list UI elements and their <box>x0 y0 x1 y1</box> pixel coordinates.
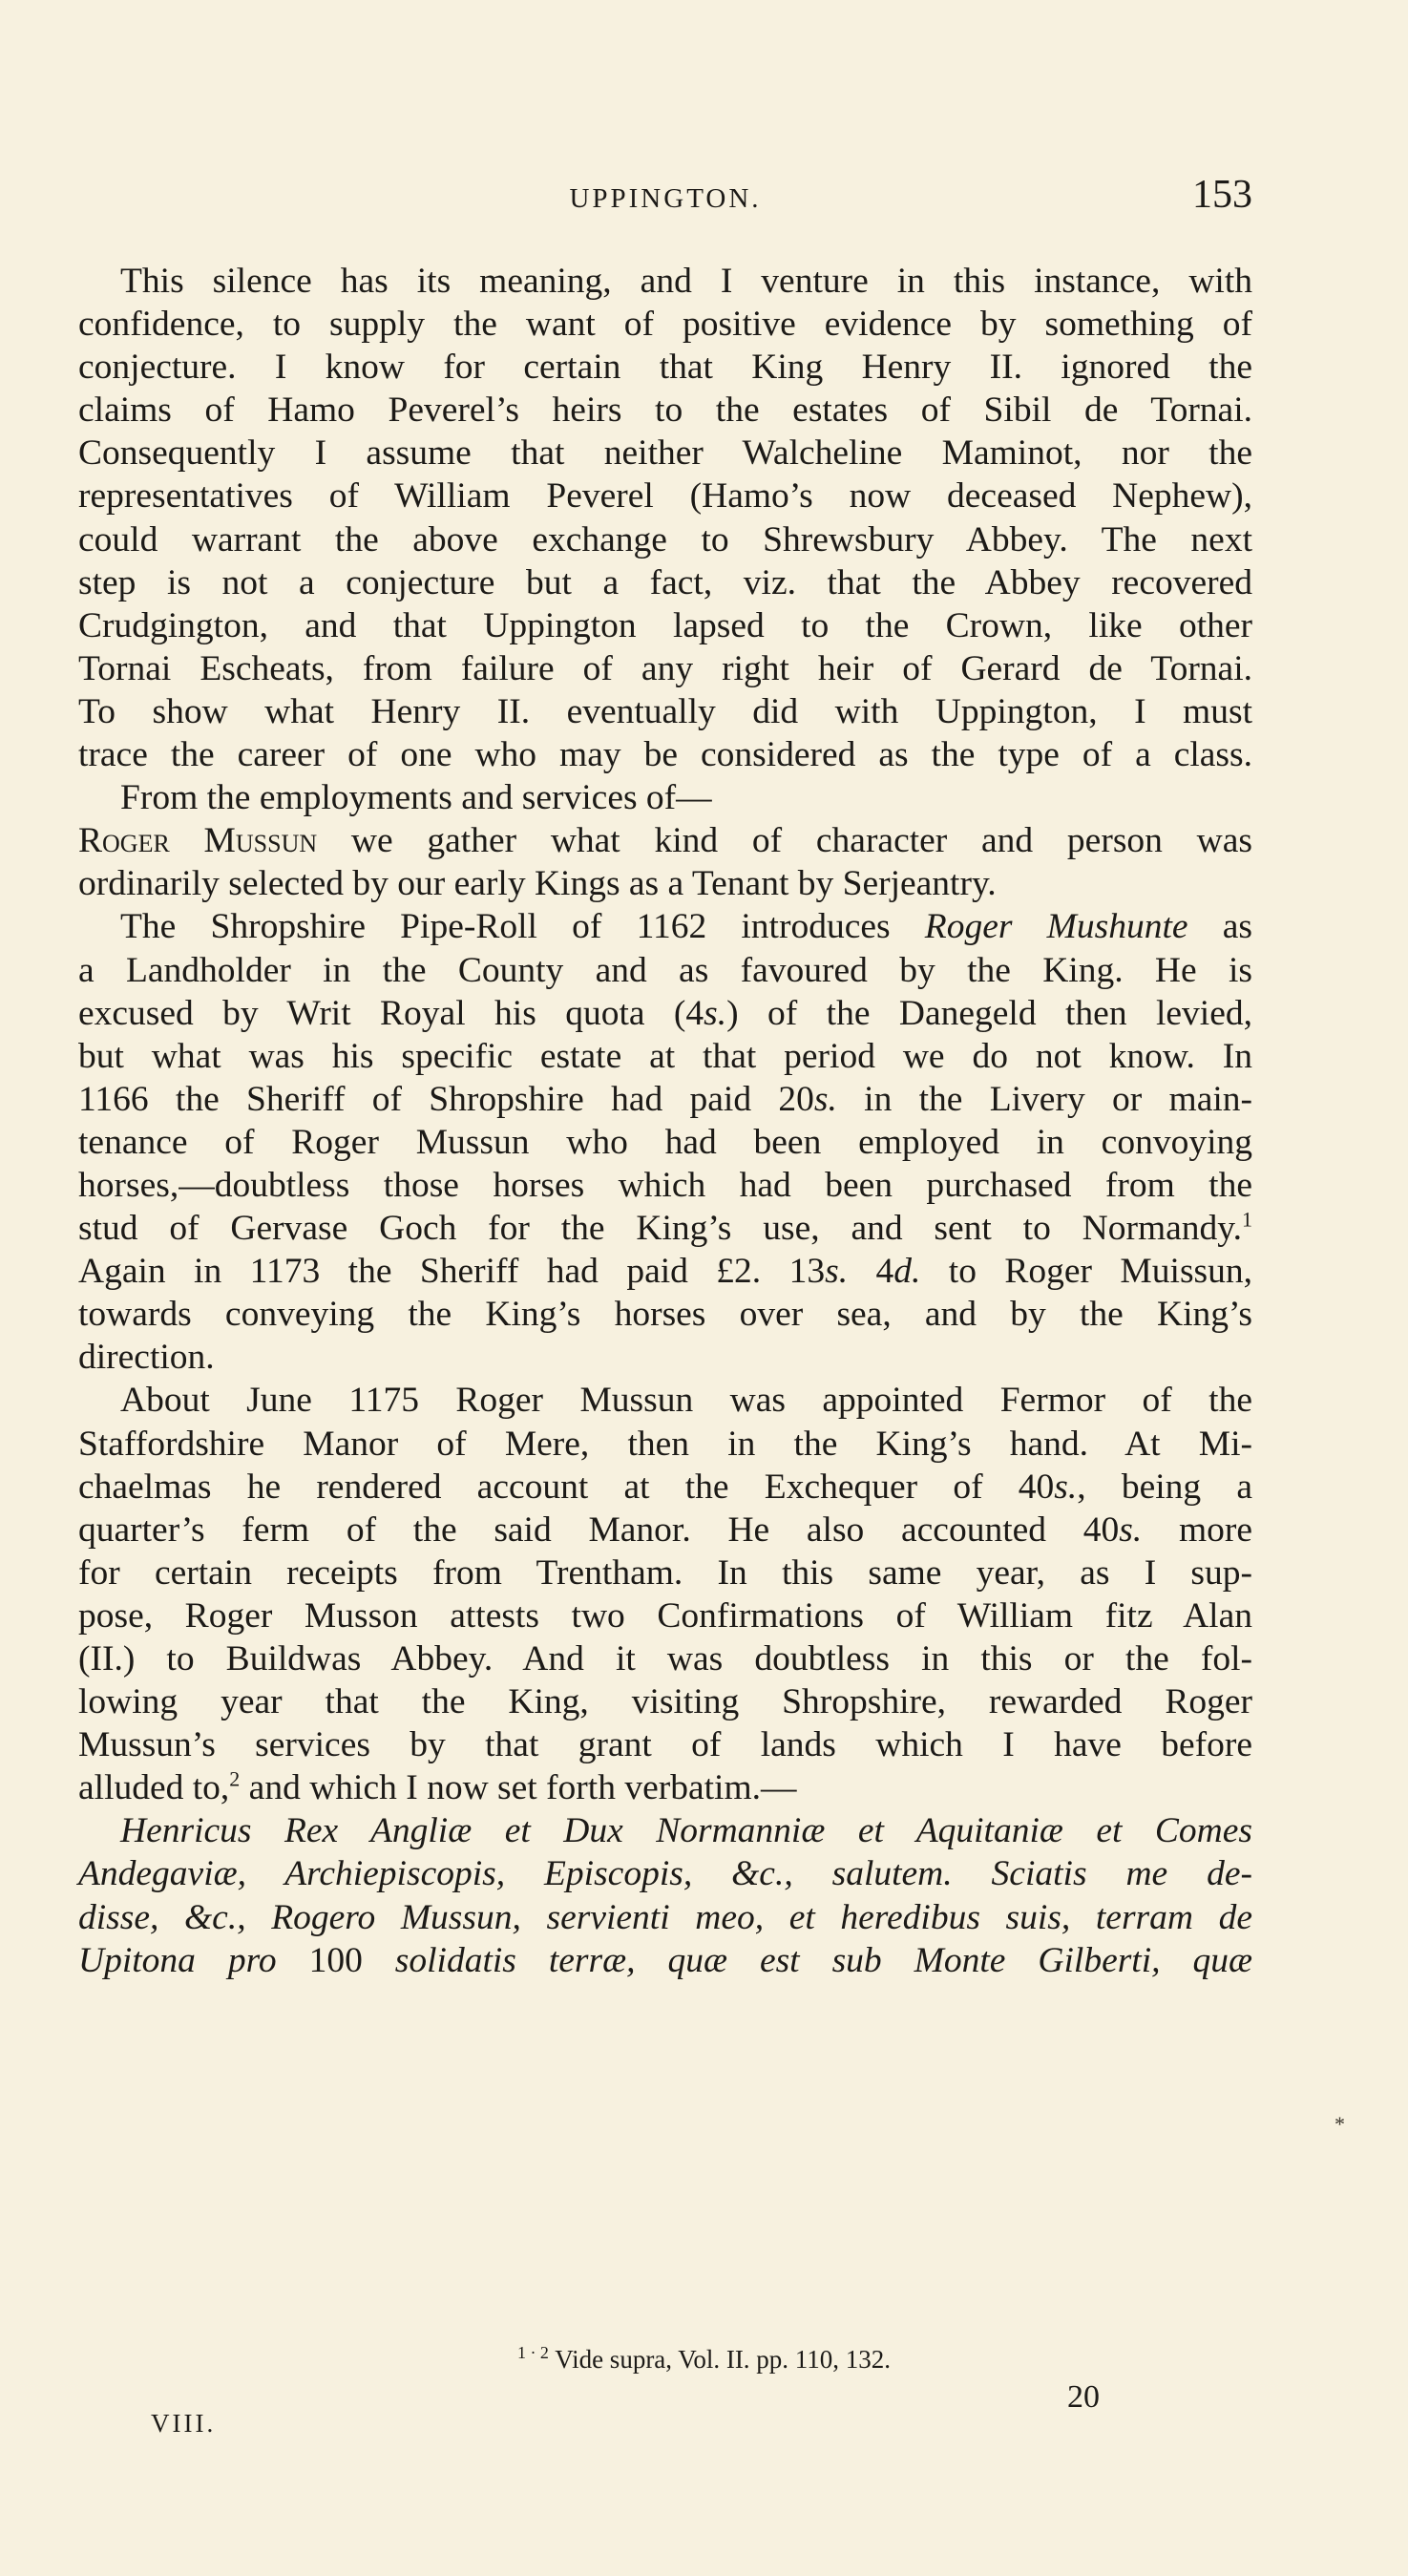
paragraph-5-line: (II.) to Buildwas Abbey. And it was doubtless in this or the fol- <box>78 1639 1252 1679</box>
page-number: 153 <box>1192 173 1252 217</box>
paragraph-1-line: trace the career of one who may be considered as the type of a class. <box>78 735 1252 775</box>
footnote-ref: 2 <box>229 1766 241 1791</box>
paragraph-3-line: Roger Mussun we gather what kind of character and person was <box>78 821 1252 861</box>
footnote-marks: 1 · 2 <box>516 2343 549 2362</box>
paragraph-4-line: tenance of Roger Mussun who had been employed in convoying <box>78 1122 1252 1162</box>
paragraph-1-line: conjecture. I know for certain that King Henry II. ignored the <box>78 348 1252 388</box>
paragraph-1-line: This silence has its meaning, and I venture in this instance, with <box>120 262 1252 301</box>
italic-name: Roger Mushunte <box>924 907 1188 947</box>
margin-mark: * <box>1334 2112 1345 2136</box>
paragraph-1-line: claims of Hamo Peverel’s heirs to the estates of Sibil de Tornai. <box>78 391 1252 431</box>
folio-number: 20 <box>1067 2379 1100 2415</box>
paragraph-5-line: alluded to,$^2$ and which I now set forth verbatim.— <box>78 1766 797 1808</box>
paragraph-5-line: for certain receipts from Trentham. In this same year, as I sup- <box>78 1552 1252 1593</box>
footnote-text: Vide supra, Vol. II. pp. 110, 132. <box>548 2345 892 2374</box>
paragraph-1-line: confidence, to supply the want of positive evidence by something of <box>78 305 1252 345</box>
paragraph-4-line: stud of Gervase Goch for the King’s use, and sent to Normandy.$^1$ <box>78 1207 1252 1249</box>
paragraph-1-line: Consequently I assume that neither Walcheline Maminot, nor the <box>78 433 1252 474</box>
paragraph-4-line: Again in 1173 the Sheriff had paid £2. 13s. 4d. to Roger Muissun, <box>78 1252 1253 1292</box>
paragraph-4-line: a Landholder in the County and as favoured by the King. He is <box>78 950 1252 990</box>
paragraph-1-line: Tornai Escheats, from failure of any right heir of Gerard de Tornai. <box>78 648 1252 688</box>
paragraph-5-line: chaelmas he rendered account at the Exchequer of 40s., being a <box>78 1467 1252 1507</box>
signature-mark: VIII. <box>151 2409 217 2438</box>
latin-charter-line: disse, &c., Rogero Mussun, servienti meo, et heredibus suis, terram de <box>78 1897 1252 1937</box>
paragraph-1-line: representatives of William Peverel (Hamo’s now deceased Nephew), <box>78 476 1252 517</box>
footnote-ref: 1 <box>1242 1207 1252 1232</box>
paragraph-4-line: The Shropshire Pipe-Roll of 1162 introduces Roger Mushunte as <box>120 907 1252 947</box>
latin-charter-line: Andegaviæ, Archiepiscopis, Episcopis, &c., salutem. Sciatis me de- <box>78 1854 1252 1894</box>
paragraph-2: From the employments and services of— <box>120 778 712 818</box>
paragraph-5-line: pose, Roger Musson attests two Confirmations of William fitz Alan <box>78 1595 1252 1636</box>
latin-charter-line: Henricus Rex Angliæ et Dux Normanniæ et Aquitaniæ et Comes <box>120 1811 1252 1851</box>
paragraph-5-line: About June 1175 Roger Mussun was appointed Fermor of the <box>120 1381 1252 1421</box>
running-head: UPPINGTON. <box>569 183 762 214</box>
paragraph-5-line: quarter’s ferm of the said Manor. He also accounted 40s. more <box>78 1510 1252 1550</box>
paragraph-4-line: direction. <box>78 1338 215 1378</box>
body-text <box>78 260 1252 1982</box>
paragraph-1-line: could warrant the above exchange to Shrewsbury Abbey. The next <box>78 519 1252 560</box>
person-name-small-caps: Roger Mussun <box>78 821 318 861</box>
footnote <box>0 2345 1408 2375</box>
paragraph-5-line: lowing year that the King, visiting Shropshire, rewarded Roger <box>78 1682 1252 1722</box>
paragraph-1-line: To show what Henry II. eventually did with Uppington, I must <box>78 691 1252 731</box>
paragraph-5-line: Mussun’s services by that grant of lands which I have before <box>78 1725 1252 1765</box>
paragraph-4-line: 1166 the Sheriff of Shropshire had paid 20s. in the Livery or main- <box>78 1079 1252 1119</box>
paragraph-4-line: horses,—doubtless those horses which had been purchased from the <box>78 1165 1252 1205</box>
paragraph-5-line: Staffordshire Manor of Mere, then in the King’s hand. At Mi- <box>78 1424 1252 1464</box>
paragraph-1-line: Crudgington, and that Uppington lapsed to the Crown, like other <box>78 605 1252 645</box>
paragraph-4-line: excused by Writ Royal his quota (4s.) of the Danegeld then levied, <box>78 993 1252 1033</box>
paragraph-1-line: step is not a conjecture but a fact, viz. that the Abbey recovered <box>78 562 1252 602</box>
paragraph-4-line: but what was his specific estate at that period we do not know. In <box>78 1036 1252 1076</box>
latin-charter-line: Upitona pro 100 solidatis terræ, quæ est sub Monte Gilberti, quæ <box>78 1940 1252 1980</box>
page-header <box>78 172 1252 229</box>
paragraph-3-line: ordinarily selected by our early Kings as a Tenant by Serjeantry. <box>78 864 997 904</box>
paragraph-4-line: towards conveying the King’s horses over sea, and by the King’s <box>78 1295 1252 1335</box>
